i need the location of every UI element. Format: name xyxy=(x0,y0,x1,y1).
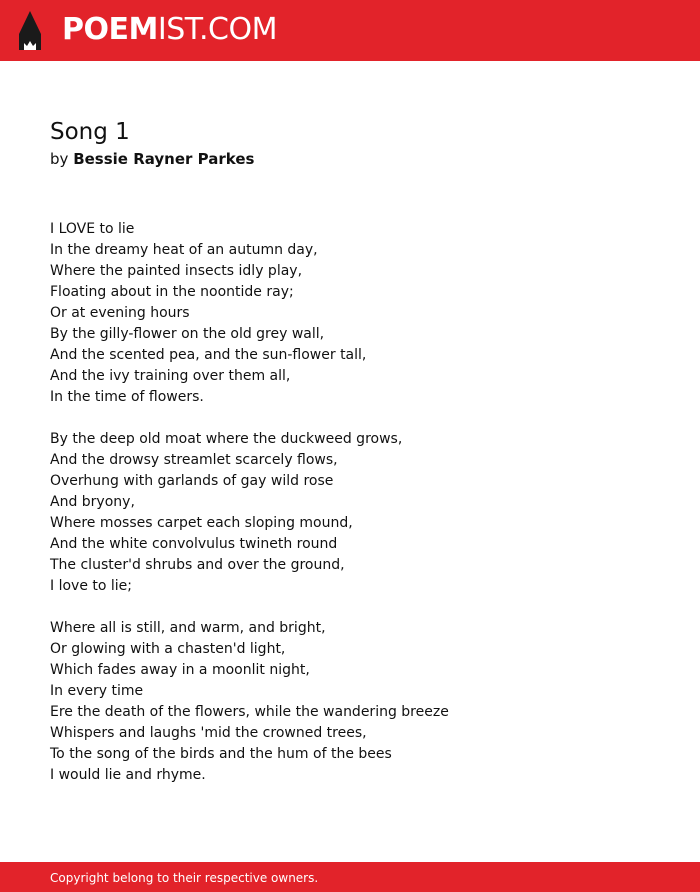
poem-line: Overhung with garlands of gay wild rose xyxy=(50,473,334,489)
poem-line: Where mosses carpet each sloping mound, xyxy=(50,515,353,531)
by-label: by xyxy=(50,150,69,168)
poem-line: Where all is still, and warm, and bright, xyxy=(50,620,326,636)
poem-line: The cluster'd shrubs and over the ground, xyxy=(50,557,345,573)
logo-bold-text: POEM xyxy=(62,12,158,47)
copyright-text: Copyright belong to their respective owners. xyxy=(50,871,319,885)
poem-byline xyxy=(50,148,254,170)
poem-line: By the deep old moat where the duckweed grows, xyxy=(50,431,403,447)
poem-line: I LOVE to lie xyxy=(50,221,135,237)
poem-author: Bessie Rayner Parkes xyxy=(73,150,255,168)
poem-title: Song 1 xyxy=(50,119,130,145)
stanza-1 xyxy=(50,219,670,408)
site-logo[interactable] xyxy=(62,12,277,48)
site-header xyxy=(0,0,700,61)
poem-line: In the dreamy heat of an autumn day, xyxy=(50,242,318,258)
stanza-3 xyxy=(50,618,670,786)
poem-line: In every time xyxy=(50,683,144,699)
poem-body xyxy=(50,219,670,807)
poem-line: Or glowing with a chasten'd light, xyxy=(50,641,286,657)
poem-line: I would lie and rhyme. xyxy=(50,767,206,783)
poem-line: To the song of the birds and the hum of the bees xyxy=(50,746,392,762)
poem-line: Ere the death of the flowers, while the wandering breeze xyxy=(50,704,449,720)
poem-line: Where the painted insects idly play, xyxy=(50,263,303,279)
poem-line: I love to lie; xyxy=(50,578,132,594)
pencil-icon[interactable] xyxy=(17,10,43,52)
poem-line: And the white convolvulus twineth round xyxy=(50,536,338,552)
poem-line: Which fades away in a moonlit night, xyxy=(50,662,310,678)
poem-line: And the scented pea, and the sun-flower tall, xyxy=(50,347,367,363)
stanza-2 xyxy=(50,429,670,597)
poem-line: And bryony, xyxy=(50,494,135,510)
poem-line: By the gilly-flower on the old grey wall, xyxy=(50,326,325,342)
poem-line: Or at evening hours xyxy=(50,305,190,321)
poem-line: And the drowsy streamlet scarcely flows, xyxy=(50,452,338,468)
poem-line: Floating about in the noontide ray; xyxy=(50,284,294,300)
site-footer xyxy=(0,862,700,892)
poem-line: And the ivy training over them all, xyxy=(50,368,291,384)
poem-line: In the time of flowers. xyxy=(50,389,204,405)
logo-light-text: IST.COM xyxy=(157,12,277,47)
poem-line: Whispers and laughs 'mid the crowned trees, xyxy=(50,725,367,741)
